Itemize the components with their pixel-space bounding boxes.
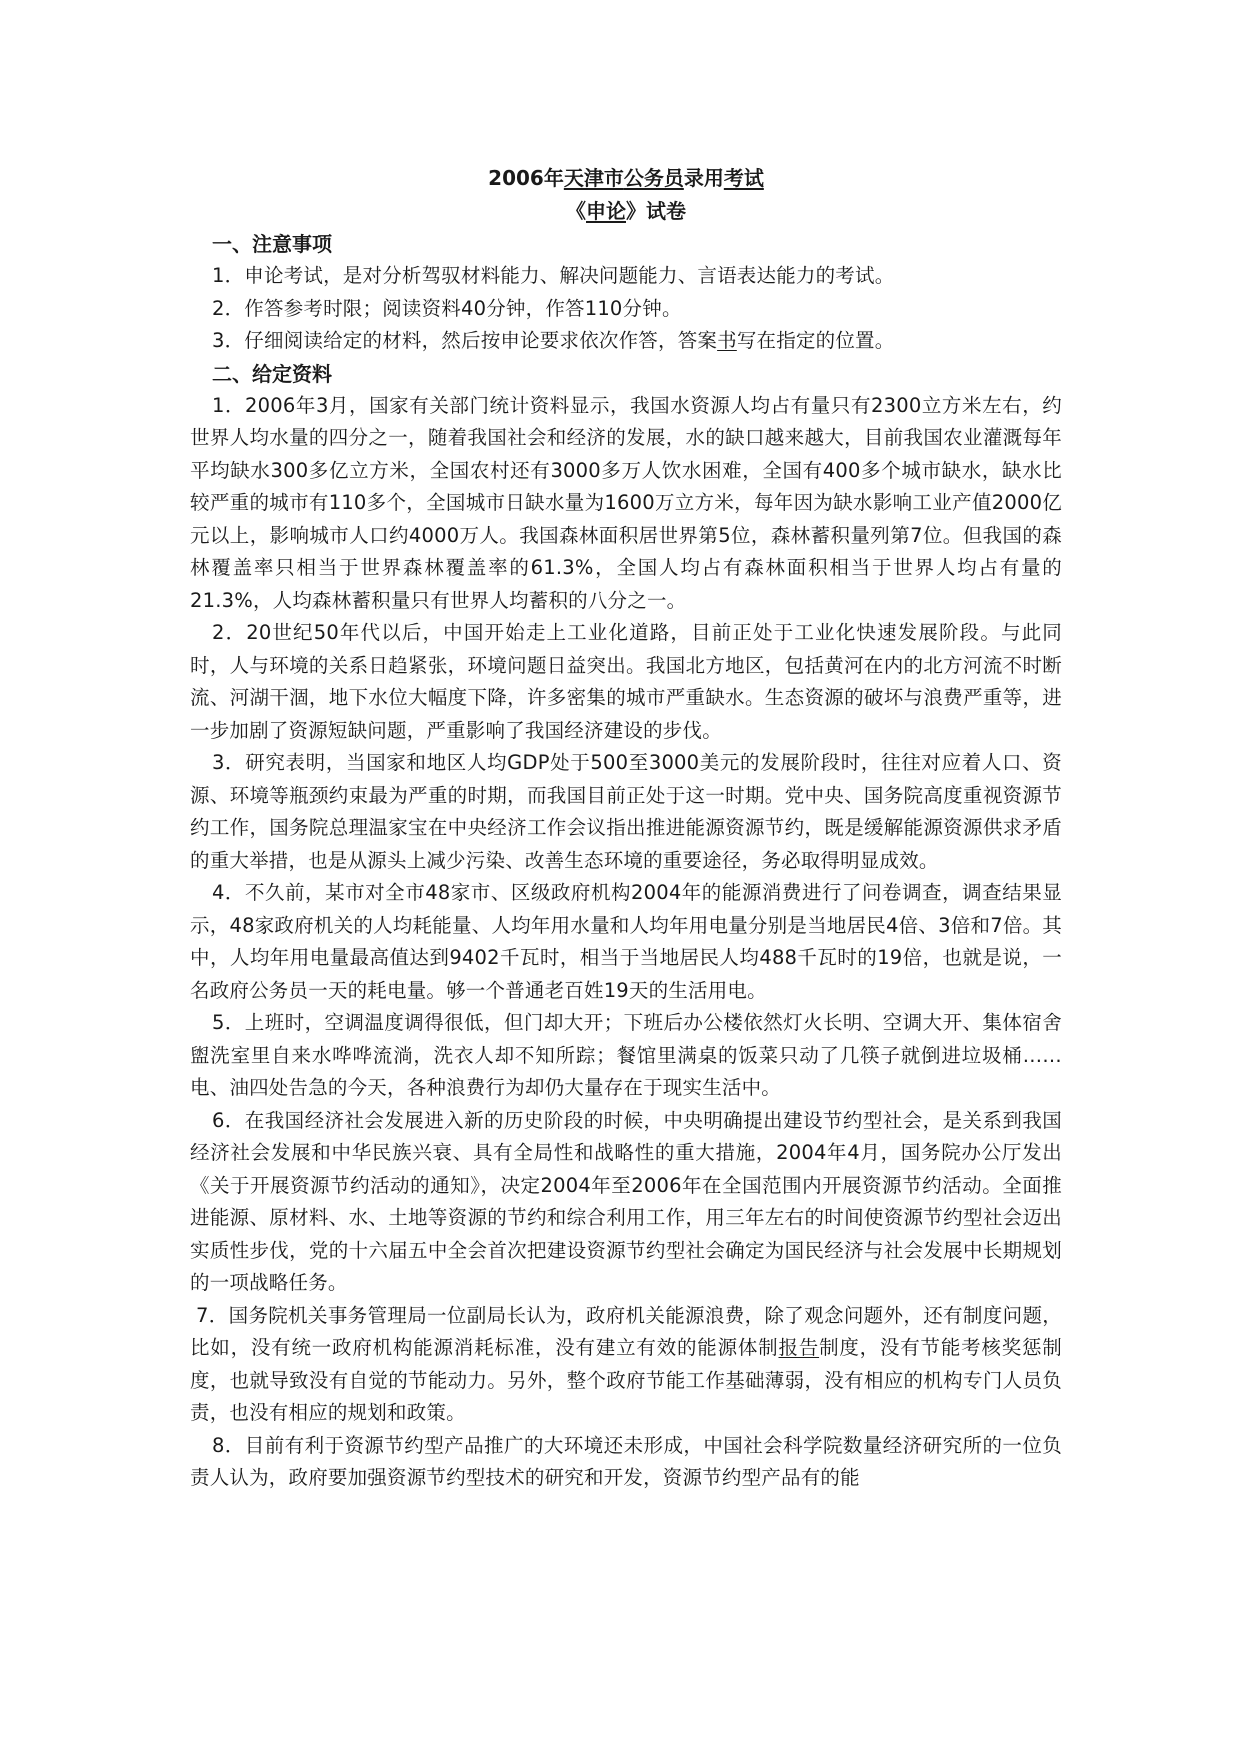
document-title-line2 bbox=[190, 195, 1062, 228]
notice-item-3-underlined: 书 bbox=[717, 329, 737, 352]
material-item-5: 5．上班时，空调温度调得很低，但门却大开；下班后办公楼依然灯火长明、空调大开、集体宿舍盥洗室里自来水哗哗流淌，洗衣人却不知所踪；餐馆里满桌的饭菜只动了几筷子就倒进垃圾桶……电、油四处告急的今天，各种浪费行为却仍大量存在于现实生活中。 bbox=[190, 1011, 1062, 1099]
title-civil-servant: 公务员 bbox=[623, 166, 684, 190]
material-item-2: 2．20世纪50年代以后，中国开始走上工业化道路，目前正处于工业化快速发展阶段。与此同时，人与环境的关系日趋紧张，环境问题日益突出。我国北方地区，包括黄河在内的北方河流不时断流、河湖干涸，地下水位大幅度下降，许多密集的城市严重缺水。生态资源的破坏与浪费严重等，进一步加剧了资源短缺问题，严重影响了我国经济建设的步伐。 bbox=[190, 621, 1062, 742]
title-paper: 》试卷 bbox=[626, 199, 686, 223]
material-item-3: 3．研究表明，当国家和地区人均GDP处于500至3000美元的发展阶段时，往往对应着人口、资源、环境等瓶颈约束最为严重的时期，而我国目前正处于这一时期。党中央、国务院高度重视资源节约工作，国务院总理温家宝在中央经济工作会议指出推进能源资源节约，既是缓解能源资源供求矛盾的重大举措，也是从源头上减少污染、改善生态环境的重要途径，务必取得明显成效。 bbox=[190, 751, 1062, 872]
notice-item-3-text-b: 写在指定的位置。 bbox=[736, 329, 895, 352]
title-city: 天津市 bbox=[563, 166, 624, 190]
notice-item-1: 1．申论考试，是对分析驾驭材料能力、解决问题能力、言语表达能力的考试。 bbox=[212, 264, 895, 287]
document-body bbox=[190, 162, 1062, 1495]
material-item-8: 8．目前有利于资源节约型产品推广的大环境还未形成，中国社会科学院数量经济研究所的一位负责人认为，政府要加强资源节约型技术的研究和开发，资源节约型产品有的能 bbox=[190, 1433, 1062, 1489]
material-item-4: 4．不久前，某市对全市48家市、区级政府机构2004年的能源消费进行了问卷调查，调查结果显示，48家政府机关的人均耗能量、人均年用水量和人均年用电量分别是当地居民4倍、3倍和7倍。其中，人均年用电量最高值达到9402千瓦时，相当于当地居民人均488千瓦时的19倍，也就是说，一名政府公务员一天的耗电量。够一个普通老百姓19天的生活用电。 bbox=[190, 881, 1062, 1002]
material-item-7-text-b: 制度，没有节能考核奖惩制度，也就导致没有自觉的节能动力。另外，整个政府节能工作基础薄弱，没有相应的机构专门人员负责，也没有相应的规划和政策。 bbox=[190, 1336, 1062, 1424]
title-open-bracket: 《 bbox=[566, 199, 586, 223]
title-shenlun: 申论 bbox=[586, 199, 626, 223]
material-item-7-text-a: 7．国务院机关事务管理局一位副局长认为，政府机关能源浪费，除了观念问题外，还有制度问题，比如，没有统一政府机构能源消耗标准，没有建立有效的能源体制 bbox=[190, 1303, 1062, 1359]
material-item-1: 1．2006年3月，国家有关部门统计资料显示，我国水资源人均占有量只有2300立方米左右，约世界人均水量的四分之一，随着我国社会和经济的发展，水的缺口越来越大，目前我国农业灌溉每年平均缺水300多亿立方米，全国农村还有3000多万人饮水困难，全国有400多个城市缺水，缺水比较严重的城市有110多个，全国城市日缺水量为1600万立方米，每年因为缺水影响工业产值2000亿元以上，影响城市人口约4000万人。我国森林面积居世界第5位，森林蓄积量列第7位。但我国的森林覆盖率只相当于世界森林覆盖率的61.3%，全国人均占有森林面积相当于世界人均占有量的21.3%，人均森林蓄积量只有世界人均蓄积的八分之一。 bbox=[190, 393, 1062, 612]
notice-item-2: 2．作答参考时限；阅读资料40分钟，作答110分钟。 bbox=[212, 296, 682, 320]
material-item-7-underlined: 报告 bbox=[778, 1336, 820, 1359]
notice-heading: 一、注意事项 bbox=[212, 232, 332, 256]
title-recruit: 录用 bbox=[683, 166, 724, 190]
notice-item-3-text-a: 3．仔细阅读给定的材料，然后按申论要求依次作答，答案 bbox=[212, 329, 718, 352]
title-exam: 考试 bbox=[723, 166, 764, 190]
notice-item-3 bbox=[190, 325, 1062, 358]
document-title-line1 bbox=[190, 162, 1062, 195]
title-year: 2006年 bbox=[488, 166, 564, 190]
materials-heading: 二、给定资料 bbox=[212, 361, 332, 386]
material-item-6: 6．在我国经济社会发展进入新的历史阶段的时候，中央明确提出建设节约型社会，是关系到我国经济社会发展和中华民族兴衰、具有全局性和战略性的重大措施，2004年4月，国务院办公厅发出《关于开展资源节约活动的通知》，决定2004年至2006年在全国范围内开展资源节约活动。全面推进能源、原材料、水、土地等资源的节约和综合利用工作，用三年左右的时间使资源节约型社会迈出实质性步伐，党的十六届五中全会首次把建设资源节约型社会确定为国民经济与社会发展中长期规划的一项战略任务。 bbox=[190, 1108, 1062, 1294]
material-item-7 bbox=[190, 1300, 1062, 1430]
